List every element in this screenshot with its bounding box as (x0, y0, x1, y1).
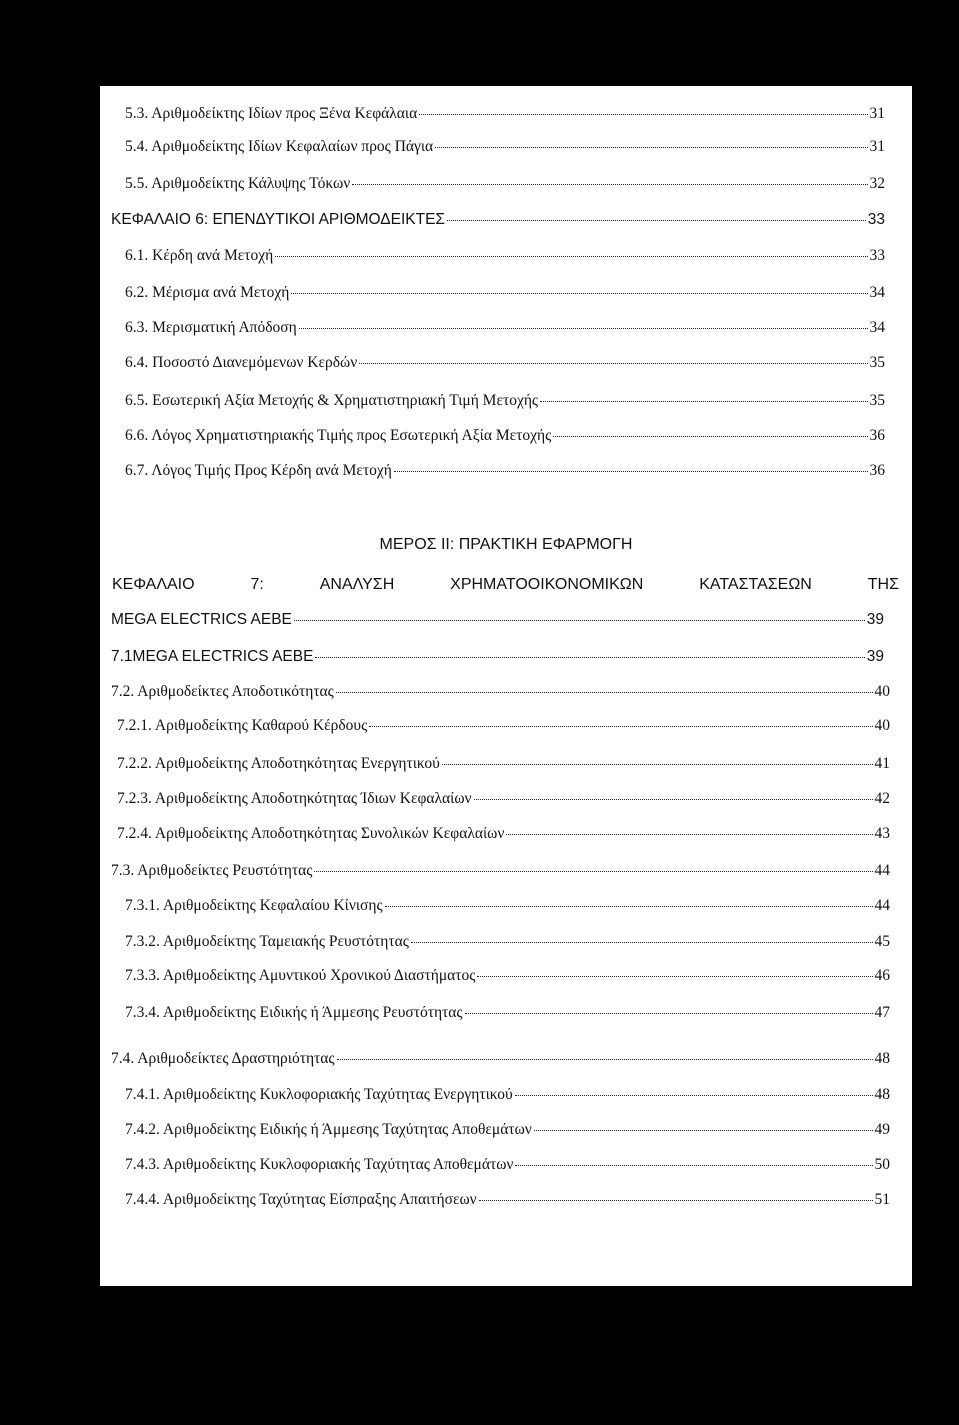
document-page (100, 86, 912, 1286)
toc-entry[interactable]: 7.3.2. Αριθμοδείκτης Ταμειακής Ρευστότητας 45 (125, 933, 890, 950)
toc-entry[interactable]: 7.3.1. Αριθμοδείκτης Κεφαλαίου Κίνισης 44 (125, 897, 890, 914)
toc-entry[interactable]: 5.5. Αριθμοδείκτης Κάλυψης Τόκων 32 (125, 175, 885, 192)
toc-entry[interactable]: MEGA ELECTRICS AEBE 39 (111, 611, 884, 628)
chapter-word: 7: (250, 576, 264, 593)
chapter-word: ΧΡΗΜΑΤΟΟΙΚΟΝΟΜΙΚΩΝ (450, 576, 644, 593)
toc-entry[interactable]: 7.2.1. Αριθμοδείκτης Καθαρού Κέρδους 40 (117, 717, 890, 734)
toc-entry[interactable]: 7.2. Αριθμοδείκτες Αποδοτικότητας 40 (111, 683, 890, 700)
toc-entry[interactable]: 7.4. Αριθμοδείκτες Δραστηριότητας 48 (111, 1050, 890, 1067)
toc-entry[interactable]: 6.4. Ποσοστό Διανεμόμενων Κερδών 35 (125, 354, 885, 371)
toc-entry[interactable]: 6.1. Κέρδη ανά Μετοχή 33 (125, 247, 885, 264)
chapter-7-heading[interactable] (112, 576, 899, 594)
toc-entry[interactable]: 5.4. Αριθμοδείκτης Ιδίων Κεφαλαίων προς Πάγια 31 (125, 138, 885, 155)
toc-entry[interactable]: 5.3. Αριθμοδείκτης Ιδίων προς Ξένα Κεφάλαια 31 (125, 105, 885, 122)
toc-entry[interactable]: 7.4.1. Αριθμοδείκτης Κυκλοφοριακής Ταχύτητας Ενεργητικού 48 (125, 1086, 890, 1103)
toc-entry[interactable]: 7.1MEGA ELECTRICS AEBE 39 (111, 648, 884, 665)
chapter-word: ΤΗΣ (867, 576, 899, 593)
chapter-word: ΚΕΦΑΛΑΙΟ (112, 576, 195, 593)
toc-entry[interactable]: 7.3.3. Αριθμοδείκτης Αμυντικού Χρονικού Διαστήματος 46 (125, 967, 890, 984)
toc-chapter-entry[interactable]: ΚΕΦΑΛΑΙΟ 6: ΕΠΕΝΔΥΤΙΚΟΙ ΑΡΙΘΜΟΔΕΙΚΤΕΣ 33 (111, 211, 885, 228)
toc-entry[interactable]: 7.2.2. Αριθμοδείκτης Αποδοτηκότητας Ενεργητικού 41 (117, 755, 890, 772)
toc-entry[interactable]: 7.3.4. Αριθμοδείκτης Ειδικής ή Άμμεσης Ρευστότητας 47 (125, 1004, 890, 1021)
part-title: ΜΕΡΟΣ ΙΙ: ΠΡΑΚΤΙΚΗ ΕΦΑΡΜΟΓΗ (379, 536, 633, 553)
toc-entry[interactable]: 7.2.4. Αριθμοδείκτης Αποδοτηκότητας Συνολικών Κεφαλαίων 43 (117, 825, 890, 842)
toc-entry[interactable]: 7.4.2. Αριθμοδείκτης Ειδικής ή Άμμεσης Ταχύτητας Αποθεμάτων 49 (125, 1121, 890, 1138)
chapter-word: ΚΑΤΑΣΤΑΣΕΩΝ (699, 576, 812, 593)
toc-entry[interactable]: 7.2.3. Αριθμοδείκτης Αποδοτηκότητας Ίδιων Κεφαλαίων 42 (117, 790, 890, 807)
toc-entry[interactable]: 6.7. Λόγος Τιμής Προς Κέρδη ανά Μετοχή 36 (125, 462, 885, 479)
toc-entry[interactable]: 6.5. Εσωτερική Αξία Μετοχής & Χρηματιστηριακή Τιμή Μετοχής 35 (125, 392, 885, 409)
toc-entry[interactable]: 6.2. Μέρισμα ανά Μετοχή 34 (125, 284, 885, 301)
toc-entry[interactable]: 6.6. Λόγος Χρηματιστηριακής Τιμής προς Εσωτερική Αξία Μετοχής 36 (125, 427, 885, 444)
toc-entry[interactable]: 6.3. Μερισματική Απόδοση 34 (125, 319, 885, 336)
toc-entry[interactable]: 7.4.3. Αριθμοδείκτης Κυκλοφοριακής Ταχύτητας Αποθεμάτων 50 (125, 1156, 890, 1173)
chapter-word: ΑΝΑΛΥΣΗ (319, 576, 395, 593)
toc-entry[interactable]: 7.4.4. Αριθμοδείκτης Ταχύτητας Είσπραξης Απαιτήσεων 51 (125, 1191, 890, 1208)
toc-entry[interactable]: 7.3. Αριθμοδείκτες Ρευστότητας 44 (111, 862, 890, 879)
